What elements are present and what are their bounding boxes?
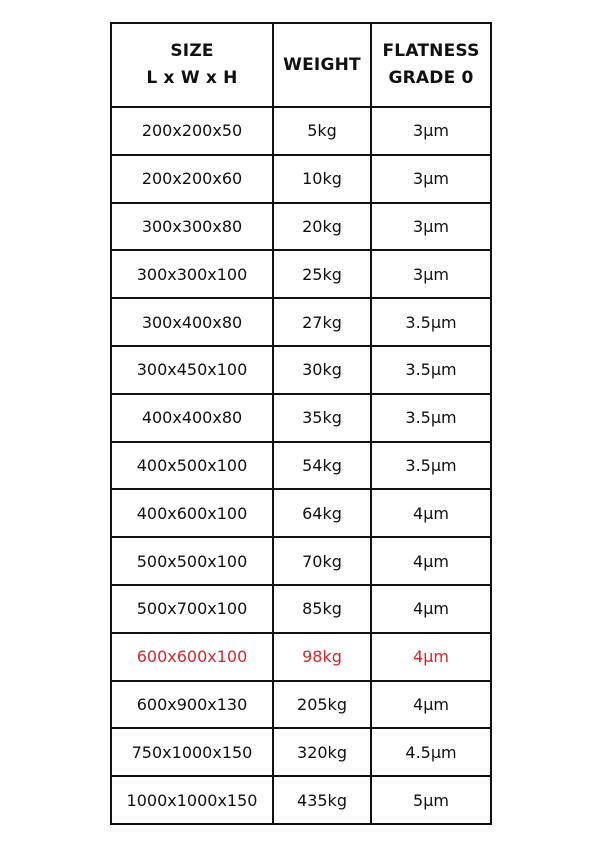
cell-size: 400x500x100 bbox=[111, 442, 273, 490]
table-row bbox=[111, 489, 491, 537]
header-size-dimensions: L x W x H bbox=[146, 68, 238, 88]
table-row bbox=[111, 633, 491, 681]
cell-size: 300x300x100 bbox=[111, 250, 273, 298]
table-row bbox=[111, 585, 491, 633]
header-flatness bbox=[371, 23, 491, 107]
cell-weight: 20kg bbox=[273, 203, 371, 251]
table-header bbox=[111, 23, 491, 107]
cell-weight: 54kg bbox=[273, 442, 371, 490]
cell-weight: 5kg bbox=[273, 107, 371, 155]
cell-size: 400x400x80 bbox=[111, 394, 273, 442]
cell-weight: 98kg bbox=[273, 633, 371, 681]
cell-size: 750x1000x150 bbox=[111, 728, 273, 776]
cell-size: 500x700x100 bbox=[111, 585, 273, 633]
cell-weight: 320kg bbox=[273, 728, 371, 776]
spec-table bbox=[110, 22, 492, 825]
cell-weight: 205kg bbox=[273, 681, 371, 729]
cell-weight: 70kg bbox=[273, 537, 371, 585]
cell-flatness: 4µm bbox=[371, 489, 491, 537]
cell-weight: 64kg bbox=[273, 489, 371, 537]
header-size bbox=[111, 23, 273, 107]
cell-size: 500x500x100 bbox=[111, 537, 273, 585]
table-row bbox=[111, 203, 491, 251]
cell-flatness: 4.5µm bbox=[371, 728, 491, 776]
cell-weight: 10kg bbox=[273, 155, 371, 203]
header-flatness-grade: GRADE 0 bbox=[388, 68, 474, 88]
table-row bbox=[111, 107, 491, 155]
table-row bbox=[111, 155, 491, 203]
header-weight: WEIGHT bbox=[273, 23, 371, 107]
cell-flatness: 3µm bbox=[371, 107, 491, 155]
cell-flatness: 3.5µm bbox=[371, 298, 491, 346]
cell-size: 200x200x60 bbox=[111, 155, 273, 203]
cell-flatness: 4µm bbox=[371, 633, 491, 681]
cell-weight: 35kg bbox=[273, 394, 371, 442]
table-row bbox=[111, 537, 491, 585]
table-body bbox=[111, 107, 491, 824]
cell-weight: 435kg bbox=[273, 776, 371, 824]
header-row bbox=[111, 23, 491, 107]
cell-flatness: 3µm bbox=[371, 203, 491, 251]
cell-size: 600x900x130 bbox=[111, 681, 273, 729]
table-row bbox=[111, 728, 491, 776]
cell-flatness: 4µm bbox=[371, 585, 491, 633]
cell-weight: 30kg bbox=[273, 346, 371, 394]
cell-size: 600x600x100 bbox=[111, 633, 273, 681]
table-row bbox=[111, 298, 491, 346]
cell-size: 1000x1000x150 bbox=[111, 776, 273, 824]
table-row bbox=[111, 250, 491, 298]
table-row bbox=[111, 442, 491, 490]
cell-flatness: 3.5µm bbox=[371, 442, 491, 490]
cell-size: 200x200x50 bbox=[111, 107, 273, 155]
cell-size: 300x400x80 bbox=[111, 298, 273, 346]
table-row bbox=[111, 394, 491, 442]
cell-size: 300x300x80 bbox=[111, 203, 273, 251]
cell-flatness: 3.5µm bbox=[371, 346, 491, 394]
table-row bbox=[111, 681, 491, 729]
cell-weight: 85kg bbox=[273, 585, 371, 633]
table-row bbox=[111, 346, 491, 394]
cell-flatness: 3µm bbox=[371, 250, 491, 298]
cell-weight: 27kg bbox=[273, 298, 371, 346]
table-row bbox=[111, 776, 491, 824]
cell-size: 300x450x100 bbox=[111, 346, 273, 394]
cell-flatness: 4µm bbox=[371, 681, 491, 729]
cell-flatness: 4µm bbox=[371, 537, 491, 585]
header-flatness-title: FLATNESS bbox=[382, 41, 480, 61]
header-size-title: SIZE bbox=[170, 41, 214, 61]
cell-flatness: 5µm bbox=[371, 776, 491, 824]
cell-size: 400x600x100 bbox=[111, 489, 273, 537]
cell-weight: 25kg bbox=[273, 250, 371, 298]
cell-flatness: 3µm bbox=[371, 155, 491, 203]
cell-flatness: 3.5µm bbox=[371, 394, 491, 442]
